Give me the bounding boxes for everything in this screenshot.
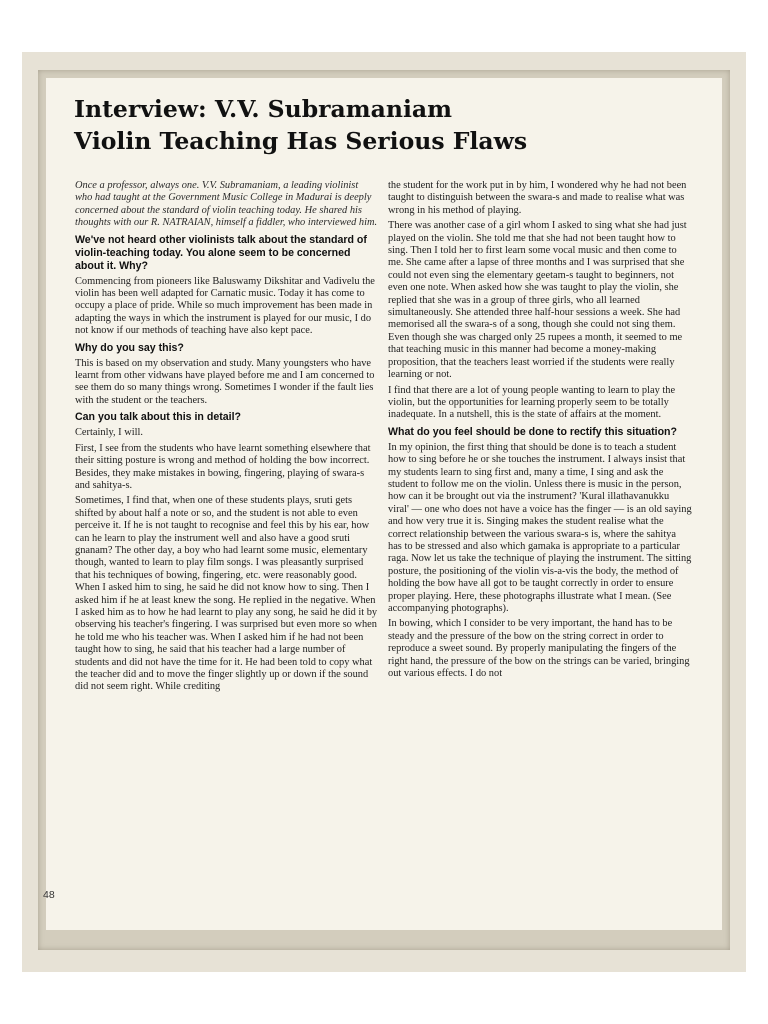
question-1: We've not heard other violinists talk about the standard of violin-teaching today. You alone seem to be concerned about it. Why?	[75, 233, 367, 272]
answer-4-paragraph-1: In my opinion, the first thing that should be done is to teach a student how to sing before he or she touches the instrument. I always insist that my students learn to sing first and, many a time, I sing and ask the student to follow me on the violin. Unless there is music in the person, how can it be brought out via the instrument? 'Kural illathavanukku viral' — one who does not have a voice has the finger — is an old saying and how very true it is. Singing makes the student realise what the correct relationship between the various swara-s is, where the sahitya has to be stressed and also which gamaka is appropriate to a particular raga. Now let us take the technique of playing the instrument. The sitting posture, the positioning of the violin vis-a-vis the body, the method of holding the bow have all got to be taught correctly in order to ensure proper playing. Here, these photographs illustrate what I mean. (See accompanying photographs).	[388, 441, 692, 614]
question-4: What do you feel should be done to rectify this situation?	[388, 425, 677, 438]
answer-3-continued: the student for the work put in by him, I wondered why he had not been taught to distinguish between the swara-s and made to realise what was wrong in his method of playing.	[388, 180, 687, 216]
answer-1: Commencing from pioneers like Baluswamy Dikshitar and Vadivelu the violin has been well adapted for Carnatic music. Today it has come to occupy a place of pride. While so much improvement has been made in adapting the ways in which the instrument is played for our music, I do not know if our methods of teaching have also kept pace.	[75, 275, 375, 337]
left-column	[75, 180, 378, 697]
answer-4-paragraph-2: In bowing, which I consider to be very important, the hand has to be steady and the pressure of the bow on the string correct in order to reproduce a sweet sound. By properly manipulating the fingers of the right hand, the pressure of the bow on the strings can be varied, bringing out various effects. I do not	[388, 618, 690, 680]
answer-2: This is based on my observation and study. Many youngsters who have learnt from other vidwans have played before me and I am concerned to see them do so many things wrong. Sometimes I wonder if the fault lies with the student or the teachers.	[75, 357, 375, 406]
answer-3-paragraph-3: Sometimes, I find that, when one of these students plays, sruti gets shifted by about half a note or so, and the student is not able to even perceive it. If he is not taught to recognise and feel this by his ear, how can he learn to play the instrument well and also have a good sruti gnanam? The other day, a boy who had learnt some music, elementary though, wanted to learn to play film songs. I was pleasantly surprised that his techniques of bowing, fingering, etc. were reasonably good. When I asked him to sing, he said he did not know how to sing. Then I asked him if he at least knew the song. He replied in the negative. When I asked him as to how he had learnt to play any song, he said he did it by observing his teacher's fingering. I was surprised but even more so when he told me who his teacher was. When I asked him if he had not been taught how to sing, he said that his teacher had a large number of students and did not have the time for it. He had been told to copy what the teacher did and to move the finger slightly up or down if the sound did not seem right. While crediting	[75, 495, 378, 693]
right-column	[388, 180, 692, 683]
answer-3-paragraph-1: Certainly, I will.	[75, 427, 144, 439]
article-title	[74, 93, 694, 157]
question-3: Can you talk about this in detail?	[75, 411, 241, 424]
title-line-2: Violin Teaching Has Serious Flaws	[74, 127, 528, 155]
state-of-affairs-paragraph: I find that there are a lot of young people wanting to learn to play the violin, but the opportunities for learning properly seem to be totally inadequate. In a nutshell, this is the state of affairs at the moment.	[388, 384, 676, 421]
answer-3-paragraph-2: First, I see from the students who have learnt something elsewhere that their sitting posture is wrong and method of holding the bow incorrect. Besides, they make mistakes in bowing, fingering, playing of swara-s and sahitya-s.	[75, 442, 371, 491]
girl-example-paragraph: There was another case of a girl whom I asked to sing what she had just played on the violin. She told me that she had not been taught how to sing. Then I told her to first learn some vocal music and then come to me. She came after a lapse of three months and I was surprised that she could not even sing the elementary geetam-s taught to beginners, not even one note. When asked how she was taught to play the violin, she replied that she was in a group of three girls, who all learned simultaneously. She attended three half-hour sessions a week. She had memorised all the swara-s of a song, though she could not sing them. Even though she was charged only 25 rupees a month, it seemed to me that teaching music in this manner had become a money-making proposition, that the teachers least worried if the students were really learning or not.	[388, 220, 687, 381]
page-number: 48	[43, 889, 55, 901]
title-line-1: Interview: V.V. Subramaniam	[74, 95, 452, 123]
question-2: Why do you say this?	[75, 341, 184, 354]
intro-paragraph: Once a professor, always one. V.V. Subramaniam, a leading violinist who had taught at the Government Music College in Madurai is deeply concerned about the standard of violin teaching today. He shared his thoughts with our R. NATRAIAN, himself a fiddler, who interviewed him.	[75, 180, 378, 229]
